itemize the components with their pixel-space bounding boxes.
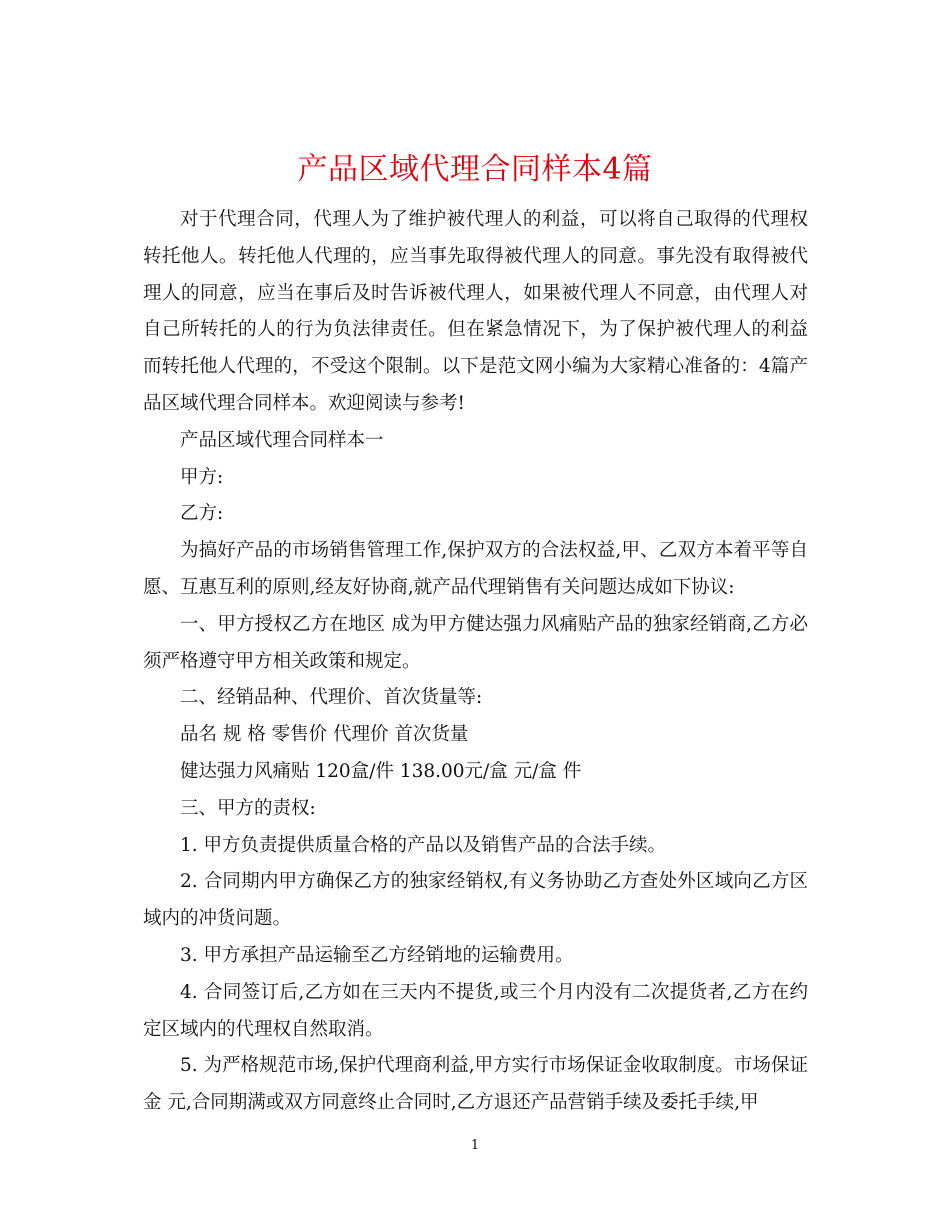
party-a-duty-1: 1. 甲方负责提供质量合格的产品以及销售产品的合法手续。 xyxy=(180,834,667,856)
preamble-paragraph: 为搞好产品的市场销售管理工作,保护双方的合法权益,甲、乙双方本着平等自愿、互惠互利的原则,经友好协商,就产品代理销售有关问题达成如下协议: xyxy=(143,540,808,598)
party-a-duty-4: 4. 合同签订后,乙方如在三天内不提货,或三个月内没有二次提货者,乙方在约定区域内的代理权自然取消。 xyxy=(143,981,808,1040)
party-a-duty-3: 3. 甲方承担产品运输至乙方经销地的运输费用。 xyxy=(180,944,574,966)
product-table-header: 品名 规 格 零售价 代理价 首次货量 xyxy=(180,724,469,746)
party-b-line: 乙方: xyxy=(180,503,224,525)
clause-one-paragraph: 一、甲方授权乙方在地区 成为甲方健达强力风痛贴产品的独家经销商,乙方必须严格遵守甲方相关政策和规定。 xyxy=(143,613,808,672)
document-body xyxy=(143,202,808,1122)
product-table-row: 健达强力风痛贴 120盒/件 138.00元/盒 元/盒 件 xyxy=(180,760,582,782)
page-number: 1 xyxy=(470,1138,480,1153)
party-a-duty-2: 2. 合同期内甲方确保乙方的独家经销权,有义务协助乙方查处外区域向乙方区域内的冲货问题。 xyxy=(143,871,808,930)
clause-two-heading: 二、经销品种、代理价、首次货量等: xyxy=(180,687,483,709)
document-title: 产品区域代理合同样本4篇 xyxy=(297,152,653,188)
contract-one-heading: 产品区域代理合同样本一 xyxy=(180,429,384,451)
intro-paragraph: 对于代理合同，代理人为了维护被代理人的利益，可以将自己取得的代理权转托他人。转托他人代理的，应当事先取得被代理人的同意。事先没有取得被代理人的同意，应当在事后及时告诉被代理人，如果被代理人不同意，由代理人对自己所转托的人的行为负法律责任。但在紧急情况下，为了保护被代理人的利益而转托他人代理的，不受这个限制。以下是范文网小编为大家精心准备的：4篇产品区域代理合同样本。欢迎阅读与参考! xyxy=(143,209,808,414)
party-a-duty-5: 5. 为严格规范市场,保护代理商利益,甲方实行市场保证金收取制度。市场保证金 元,合同期满或双方同意终止合同时,乙方退还产品营销手续及委托手续,甲 xyxy=(143,1055,808,1114)
clause-three-heading: 三、甲方的责权: xyxy=(180,797,316,819)
party-a-line: 甲方: xyxy=(180,466,224,488)
